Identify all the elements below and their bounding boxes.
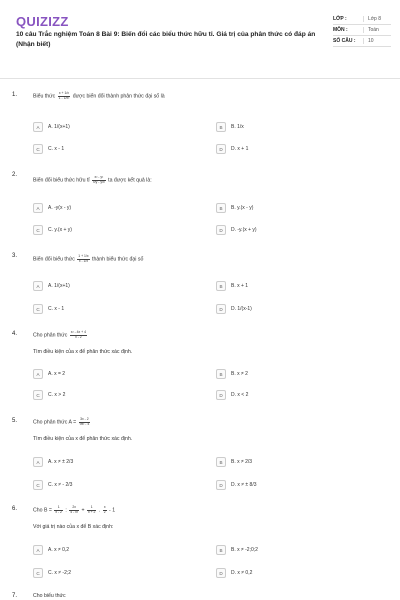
option-letter: A [33,281,43,291]
class-value: Lớp 8 [363,16,391,22]
option-letter: C [33,144,43,154]
option-b[interactable] [216,369,248,379]
question-text-before: Cho B = [33,507,52,514]
option-c[interactable] [33,390,65,400]
option-text: D. x + 1 [231,146,249,152]
option-text: B. x ≠ 2 [231,371,248,377]
option-letter: A [33,457,43,467]
meta-subject [333,25,391,36]
option-b[interactable] [216,122,244,132]
option-letter: C [33,568,43,578]
question-number: 2. [12,172,18,178]
option-text: C. x - 1 [48,306,65,312]
option-letter: B [216,122,226,132]
fraction-expression: $\frac{1}{x - 2}$ [55,505,62,514]
question-text-before: Biến đổi biểu thức [33,256,75,263]
option-b[interactable] [216,203,253,213]
option-letter: D [216,390,226,400]
question-subtext: Tìm điều kiện của x để phân thức xác định. [33,436,133,442]
question-text [33,593,66,599]
option-c[interactable] [33,304,64,314]
option-text: A. -y(x - y) [48,205,72,211]
fraction-expression: $\frac{2x}{\text{4 - x²}}$ [70,505,79,514]
option-c[interactable] [33,225,72,235]
question-text-before: Cho biểu thức [33,593,66,599]
option-a[interactable] [33,369,65,379]
option-text: C. x ≠ -2;2 [48,570,72,576]
option-d[interactable] [216,390,248,400]
question-number: 7. [12,593,18,599]
option-text: D. 1/(x-1) [231,306,252,312]
question-number: 4. [12,331,18,337]
question-number: 5. [12,418,18,424]
option-a[interactable] [33,545,69,555]
header-divider [0,78,400,79]
option-d[interactable] [216,144,248,154]
option-b[interactable] [216,281,248,291]
question-subtext: Với giá trị nào của x để B xác định: [33,524,114,530]
question-text-after: ta được kết quả là: [108,177,152,184]
meta-class [333,14,391,25]
option-c[interactable] [33,568,71,578]
option-letter: A [33,369,43,379]
option-text: B. x ≠ -2;0;2 [231,547,258,553]
option-a[interactable] [33,457,73,467]
option-letter: B [216,281,226,291]
question-text-before: Biểu thức [33,93,56,100]
brand-logo[interactable]: QUIZIZZ [16,14,69,29]
option-text: A. 1/(x+1) [48,124,70,130]
fraction-expression: $\frac{x}{2}$ [103,505,106,514]
class-label: LỚP : [333,16,347,22]
option-c[interactable] [33,144,64,154]
option-letter: A [33,545,43,555]
option-text: A. x = 2 [48,371,66,377]
question-text: Cho B = $\frac{1}{x - 2}$ : $\frac{2x}{\text{4 - x²}}$ + $\frac{1}{x + 2}$ . $\frac{x}{2}$ - 1 [33,505,116,514]
question-subtext: Tìm điều kiện của x để phân thức xác định. [33,349,133,355]
question-text-before: Cho phân thức A = [33,419,77,426]
option-text: C. y.(x + y) [48,227,72,233]
question-text [33,255,143,263]
question-number: 3. [12,253,18,259]
question-text [33,176,152,184]
option-letter: C [33,480,43,490]
option-a[interactable] [33,122,70,132]
question-text-before: Biến đổi biểu thức hữu tỉ [33,177,90,184]
option-b[interactable] [216,545,258,555]
count-value: 10 [363,38,391,44]
option-letter: C [33,390,43,400]
question-text [33,92,165,100]
option-letter: B [216,203,226,213]
option-text: D. -y.(x + y) [231,227,257,233]
option-text: C. x > 2 [48,392,66,398]
option-b[interactable] [216,457,252,467]
option-letter: A [33,122,43,132]
option-text: D. x ≠ 0,2 [231,570,253,576]
option-text: A. 1/(x+1) [48,283,70,289]
option-letter: B [216,545,226,555]
option-letter: D [216,568,226,578]
option-letter: C [33,304,43,314]
count-label: SỐ CÂU : [333,38,356,44]
option-text: B. 1/x [231,124,244,130]
option-text: D. x < 2 [231,392,249,398]
option-d[interactable] [216,225,257,235]
option-text: D. x ≠ ± 8/3 [231,482,257,488]
question-text [33,418,91,426]
option-text: C. x - 1 [48,146,65,152]
fraction-expression: $\frac{\text{x² - 4x + 4}}{x - 2}$ [70,330,86,339]
option-letter: D [216,144,226,154]
option-a[interactable] [33,203,71,213]
option-letter: B [216,457,226,467]
option-letter: D [216,304,226,314]
meta-count [333,36,391,47]
option-letter: D [216,225,226,235]
fraction-expression: $\frac{1}{x + 2}$ [87,505,96,514]
question-text-after: thành biểu thức đại số [92,256,144,263]
fraction-expression: $\frac{3x - 2}{\text{9x² - 4}}$ [79,417,90,426]
worksheet-title: 10 câu Trắc nghiệm Toán 8 Bài 9: Biến đổi các biểu thức hữu tỉ. Giá trị của phân thức có đáp án (Nhận biết) [16,31,316,48]
option-c[interactable] [33,480,72,490]
option-letter: C [33,225,43,235]
subject-label: MÔN : [333,27,348,33]
fraction-expression: $\frac{1 + 1/x}{x - 1/x}$ [78,254,89,263]
question-text-before: Cho phân thức [33,332,68,339]
option-text: B. x + 1 [231,283,249,289]
question-text [33,331,88,339]
option-letter: D [216,480,226,490]
option-text: C. x ≠ - 2/3 [48,482,73,488]
question-text-after: được biến đổi thành phân thức đại số là [72,93,165,100]
fraction-expression: $\frac{\text{x² - y²}}{x/y - y/x}$ [93,175,105,184]
option-letter: A [33,203,43,213]
question-number: 1. [12,92,18,98]
question-number: 6. [12,506,18,512]
fraction-expression: $\frac{x + 1/x}{\text{1 - 1/x²}}$ [58,91,70,100]
option-letter: B [216,369,226,379]
option-text: B. x ≠ 2/3 [231,459,253,465]
option-text: A. x ≠ 0,2 [48,547,70,553]
worksheet-meta [333,14,391,47]
option-d[interactable] [216,304,252,314]
subject-value: Toán [363,27,391,33]
option-d[interactable] [216,480,257,490]
option-text: A. x ≠ ± 2/3 [48,459,74,465]
option-a[interactable] [33,281,70,291]
option-d[interactable] [216,568,252,578]
option-text: B. y.(x - y) [231,205,254,211]
